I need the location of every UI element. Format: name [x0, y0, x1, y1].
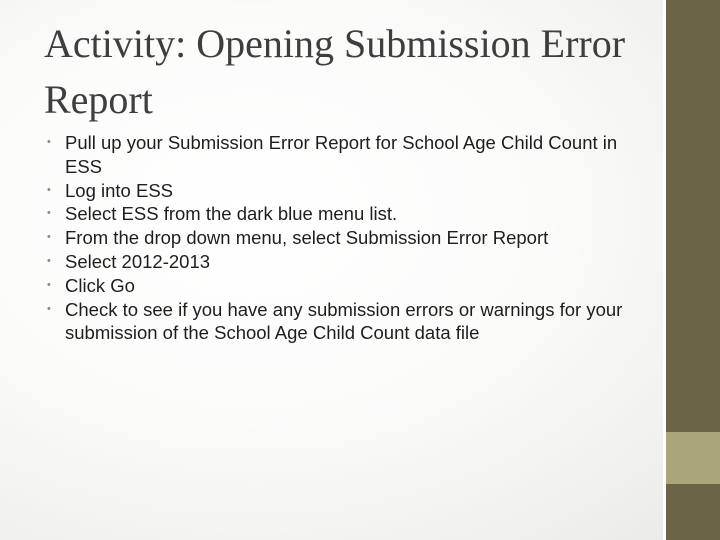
side-accent-bar [666, 0, 720, 540]
bullet-item-pull-up-report [44, 131, 644, 179]
bullet-text: From the drop down menu, select Submission Error Report [65, 227, 549, 249]
bullet-text: Pull up your Submission Error Report for School Age Child Count in ESS [65, 132, 618, 177]
bullet-item-select-ess [44, 202, 644, 226]
side-bar-top-segment [666, 0, 720, 432]
bullet-text: Click Go [65, 274, 135, 296]
bullet-text: Select 2012-2013 [65, 250, 211, 272]
bullet-icon: • [47, 302, 51, 315]
bullet-icon: • [47, 136, 51, 148]
bullet-icon: • [47, 231, 51, 244]
bullet-item-click-go [44, 274, 644, 298]
bullet-text: Log into ESS [65, 179, 173, 201]
bullet-icon: • [47, 207, 51, 220]
bullet-item-check-errors [44, 298, 644, 346]
bullet-list [44, 131, 644, 345]
side-bar-accent-segment [666, 432, 720, 484]
bullet-item-select-year [44, 250, 644, 274]
bullet-text: Check to see if you have any submission errors or warnings for your submission of the School Age Child Count data file [65, 298, 623, 344]
bullet-icon: • [47, 278, 51, 291]
bullet-text: Select ESS from the dark blue menu list. [65, 203, 398, 225]
bullet-icon: • [47, 254, 51, 267]
bullet-item-log-in [44, 179, 644, 203]
bullet-icon: • [47, 183, 51, 196]
side-bar-bottom-segment [666, 484, 720, 540]
bullet-item-drop-down [44, 226, 644, 250]
slide-title: Activity: Opening Submission Error Report [44, 21, 626, 122]
